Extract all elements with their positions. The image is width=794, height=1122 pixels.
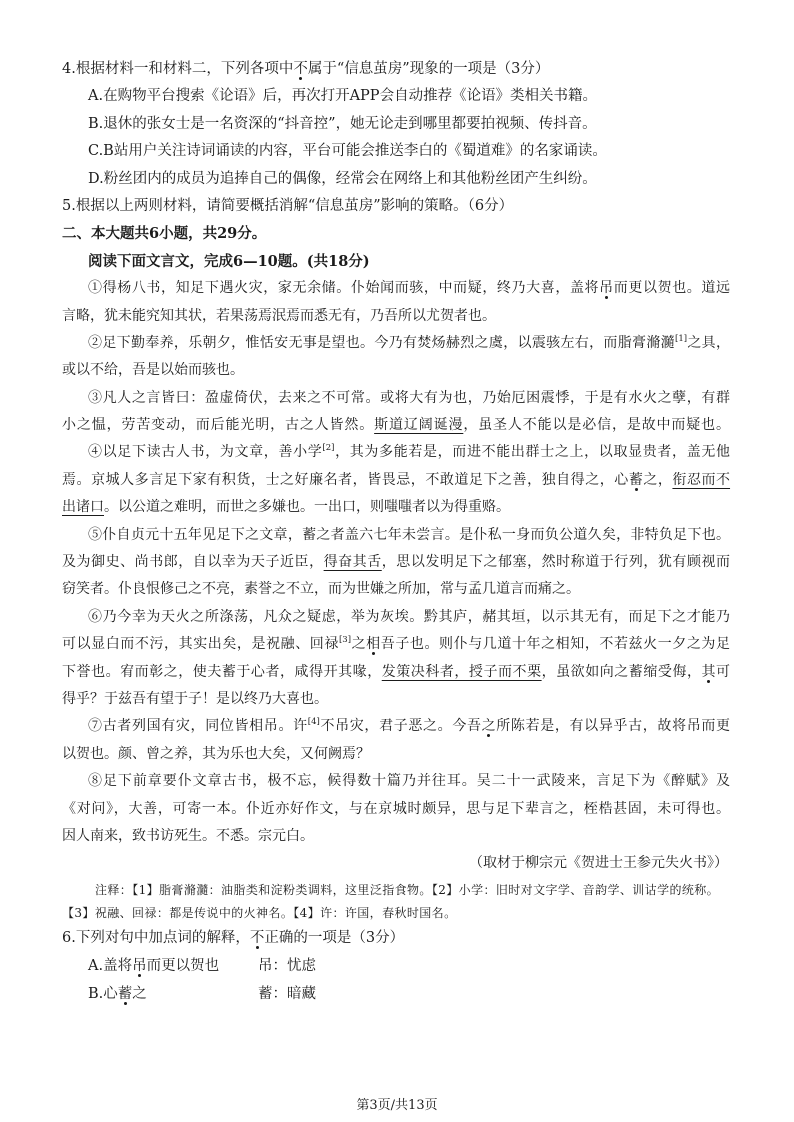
emphasized-char: 吊: [132, 958, 147, 974]
emphasized-char: 吊: [599, 280, 614, 297]
footnote-marker: [2]: [322, 443, 335, 454]
passage-line: [62, 275, 730, 302]
text-run: ，思以发明足下之郁塞，然时称道于行列，犹有顾视而: [381, 554, 731, 571]
passage-line: [62, 330, 730, 357]
text-run: A.盖将: [88, 958, 133, 974]
annotations: [62, 879, 730, 925]
text-run: 焉。京城人多言足下家有积货，士之好廉名者，皆畏忌，不敢道足下之善，独自得之，心: [62, 471, 629, 488]
text-run: 不吊灾，君子恶之。今吾: [319, 718, 482, 735]
emphasized-char: 之: [481, 718, 497, 735]
question-5-stem: 5.根据以上两则材料，请简要概括消解“信息茧房”影响的策略。（6分）: [62, 197, 514, 214]
text-run: 得乎？于兹吾有望于子！是以终乃大喜也。: [62, 690, 328, 707]
text-run: ，其为多能若是，而进不能出群士之上，以取显贵者，盖无他: [334, 444, 731, 461]
emphasized-char: 不: [293, 61, 308, 77]
passage-line: [62, 659, 730, 686]
text-run: 之: [132, 986, 147, 1002]
underlined-phrase: 得奋其舌: [323, 554, 382, 571]
text-run: ⑧足下前章要仆文章古书，极不忘，候得数十篇乃并往耳。吴二十一武陵来，言足下为《醉赋》及: [88, 773, 730, 790]
text-run: 而更以贺也。道远: [613, 280, 731, 297]
paragraph-4: [62, 439, 730, 521]
stem-text: 正确的一项是（3分）: [264, 930, 405, 946]
passage-line: [62, 823, 730, 850]
passage-line: [62, 303, 730, 330]
text-run: 或以不给，吾是以始而骇也。: [62, 362, 244, 379]
passage-source: （取材于柳宗元《贺进士王参元失火书》）: [469, 855, 728, 872]
underlined-phrase: 斯道辽阔诞漫: [374, 417, 464, 434]
emphasized-char: 其: [701, 663, 717, 680]
option-gloss: 蓄：暗藏: [258, 986, 316, 1002]
passage-line: [62, 412, 730, 439]
text-run: ⑥乃今幸为天火之所涤荡，凡众之疑虑，举为灰埃。黔其庐，赭其垣，以示其无有，而足下之才能乃: [88, 608, 730, 625]
underlined-phrase: 发策决科者，授子而不栗: [381, 663, 542, 680]
passage-line: [62, 713, 730, 740]
emphasized-char: 不: [249, 930, 265, 946]
text-run: ，虽圣人不能以是必信，是故中而疑也。: [463, 417, 731, 434]
text-run: ，虽欲如向之蓄缩受侮，: [541, 663, 702, 680]
question-4-option-a: A.在购物平台搜索《论语》后，再次打开APP会自动推荐《论语》类相关书籍。: [88, 88, 598, 105]
reading-questions-4-5: [62, 56, 730, 275]
passage-line: [62, 385, 730, 412]
question-4-option-c: C.B站用户关注诗词诵读的内容，平台可能会推送李白的《蜀道难》的名家诵读。: [88, 143, 607, 160]
section-2-heading: 二、本大题共6小题，共29分。: [62, 225, 267, 243]
section-2-instruction: 阅读下面文言文，完成6—10题。(共18分): [88, 252, 370, 270]
question-6-stem: [62, 924, 730, 952]
text-run: 小之愠，劳苦变动，而后能光明，古之人皆然。: [62, 417, 375, 434]
text-run: 可: [716, 663, 731, 680]
passage-line: [62, 796, 730, 823]
text-run: B.心: [88, 986, 118, 1002]
text-run: 之: [351, 636, 367, 653]
option-sentence: [88, 952, 258, 980]
text-run: ①得杨八书，知足下遇火灾，家无余储。仆始闻而骇，中而疑，终乃大喜，盖将: [88, 280, 600, 297]
paragraph-2: [62, 330, 730, 385]
text-run: ③凡人之言皆曰：盈虚倚伏，去来之不可常。或将大有为也，乃始厄困震悸，于是有水火之孽，有群: [88, 389, 730, 406]
passage-line: [62, 357, 730, 384]
classical-passage: [62, 275, 730, 878]
question-4-option-d: D.粉丝团内的成员为追捧自己的偶像，经常会在网络上和其他粉丝团产生纠纷。: [88, 170, 597, 187]
passage-line: [62, 549, 730, 576]
passage-line: [62, 576, 730, 603]
annotation-line: 【3】祝融、回禄：都是传说中的火神名。【4】许：许国，春秋时国名。: [62, 905, 457, 920]
passage-line: [62, 631, 730, 658]
paragraph-6: [62, 604, 730, 714]
text-run: 因人南来，致书访死生。不悉。宗元白。: [62, 827, 314, 844]
text-run: 之具，: [687, 334, 730, 351]
text-run: 而更以贺也: [146, 958, 220, 974]
underlined-phrase: 衔忍而不: [672, 471, 731, 488]
text-run: 。以公道之难明，而世之多嫌也。一出口，则嗤嗤者以为得重赂。: [104, 499, 510, 516]
text-run: ④以足下读古人书，为文章，善小学: [88, 444, 323, 461]
text-run: 下誉也。宥而彰之，使夫蓄于心者，咸得开其喙，: [62, 663, 382, 680]
emphasized-char: 蓄: [117, 986, 133, 1002]
question-6-option-a: [62, 952, 730, 980]
question-4-stem: [62, 56, 730, 83]
paragraph-8: [62, 768, 730, 850]
page-footer: 第3页/共13页: [356, 1098, 438, 1113]
emphasized-char: 蓄: [628, 471, 644, 488]
text-run: ⑤仆自贞元十五年见足下之文章，蓄之者盖六七年未尝言。是仆私一身而负公道久矣，非特负足下也。: [88, 526, 730, 543]
question-4-option-b: B.退休的张女士是一名资深的“抖音控”，她无论走到哪里都要拍视频、传抖音。: [88, 115, 597, 132]
text-run: 之，: [643, 471, 673, 488]
passage-line: [62, 467, 730, 494]
option-gloss: 吊：忧虑: [258, 958, 316, 974]
passage-line: [62, 741, 730, 768]
option-sentence: [88, 980, 258, 1008]
text-run: 窃笑者。仆良恨修己之不亮，素誉之不立，而为世嫌之所加，常与孟几道言而痛之。: [62, 581, 580, 598]
text-run: ②足下勤奉养，乐朝夕，惟恬安无事是望也。今乃有焚炀赫烈之虞，以震骇左右，而脂膏滫瀡: [88, 334, 675, 351]
text-run: 吾子也。则仆与几道十年之相知，不若兹火一夕之为足: [380, 636, 731, 653]
passage-line: [62, 686, 730, 713]
passage-line: [62, 768, 730, 795]
stem-text: 属于“信息茧房”现象的一项是（3分）: [307, 61, 550, 77]
text-run: ⑦古者列国有灾，同位皆相吊。许: [88, 718, 308, 735]
text-run: 《对问》，大善，可寄一本。仆近亦好作文，与在京城时颇异，思与足下辈言之，桎梏甚固，未可得也。: [62, 800, 730, 817]
main-content: [62, 56, 730, 878]
footnote-marker: [4]: [307, 717, 320, 728]
text-run: 可以显白而不污，其实出矣，是祝融、回禄: [62, 636, 339, 653]
passage-line: [62, 604, 730, 631]
paragraph-3: [62, 385, 730, 440]
stem-text: 6.下列对句中加点词的解释，: [62, 930, 250, 946]
text-run: 以贺也。颜、曾之养，其为乐也大矣，又何阙焉？: [62, 745, 370, 762]
question-6-option-b: [62, 980, 730, 1008]
footnote-marker: [1]: [675, 333, 688, 344]
passage-line: [62, 439, 730, 466]
emphasized-char: 相: [366, 636, 381, 653]
underlined-phrase: 出诸口: [62, 499, 104, 516]
passage-line: [62, 522, 730, 549]
footnote-marker: [3]: [338, 635, 352, 646]
question-6: [62, 924, 730, 1008]
paragraph-1: [62, 275, 730, 330]
text-run: 及为御史、尚书郎，自以幸为天子近臣，: [62, 554, 324, 571]
passage-line: [62, 494, 730, 521]
annotation-line: 注释：【1】脂膏滫瀡：油脂类和淀粉类调料，这里泛指食物。【2】小学：旧时对文字学、音韵学、训诂学的统称。: [95, 882, 720, 897]
text-run: 言略，犹未能究知其状，若果荡焉泯焉而悉无有，乃吾所以尤贺者也。: [62, 307, 496, 324]
text-run: 所陈若是，有以异乎古，故将吊而更: [496, 718, 731, 735]
paragraph-7: [62, 713, 730, 768]
stem-text: 4.根据材料一和材料二，下列各项中: [62, 61, 294, 77]
paragraph-5: [62, 522, 730, 604]
